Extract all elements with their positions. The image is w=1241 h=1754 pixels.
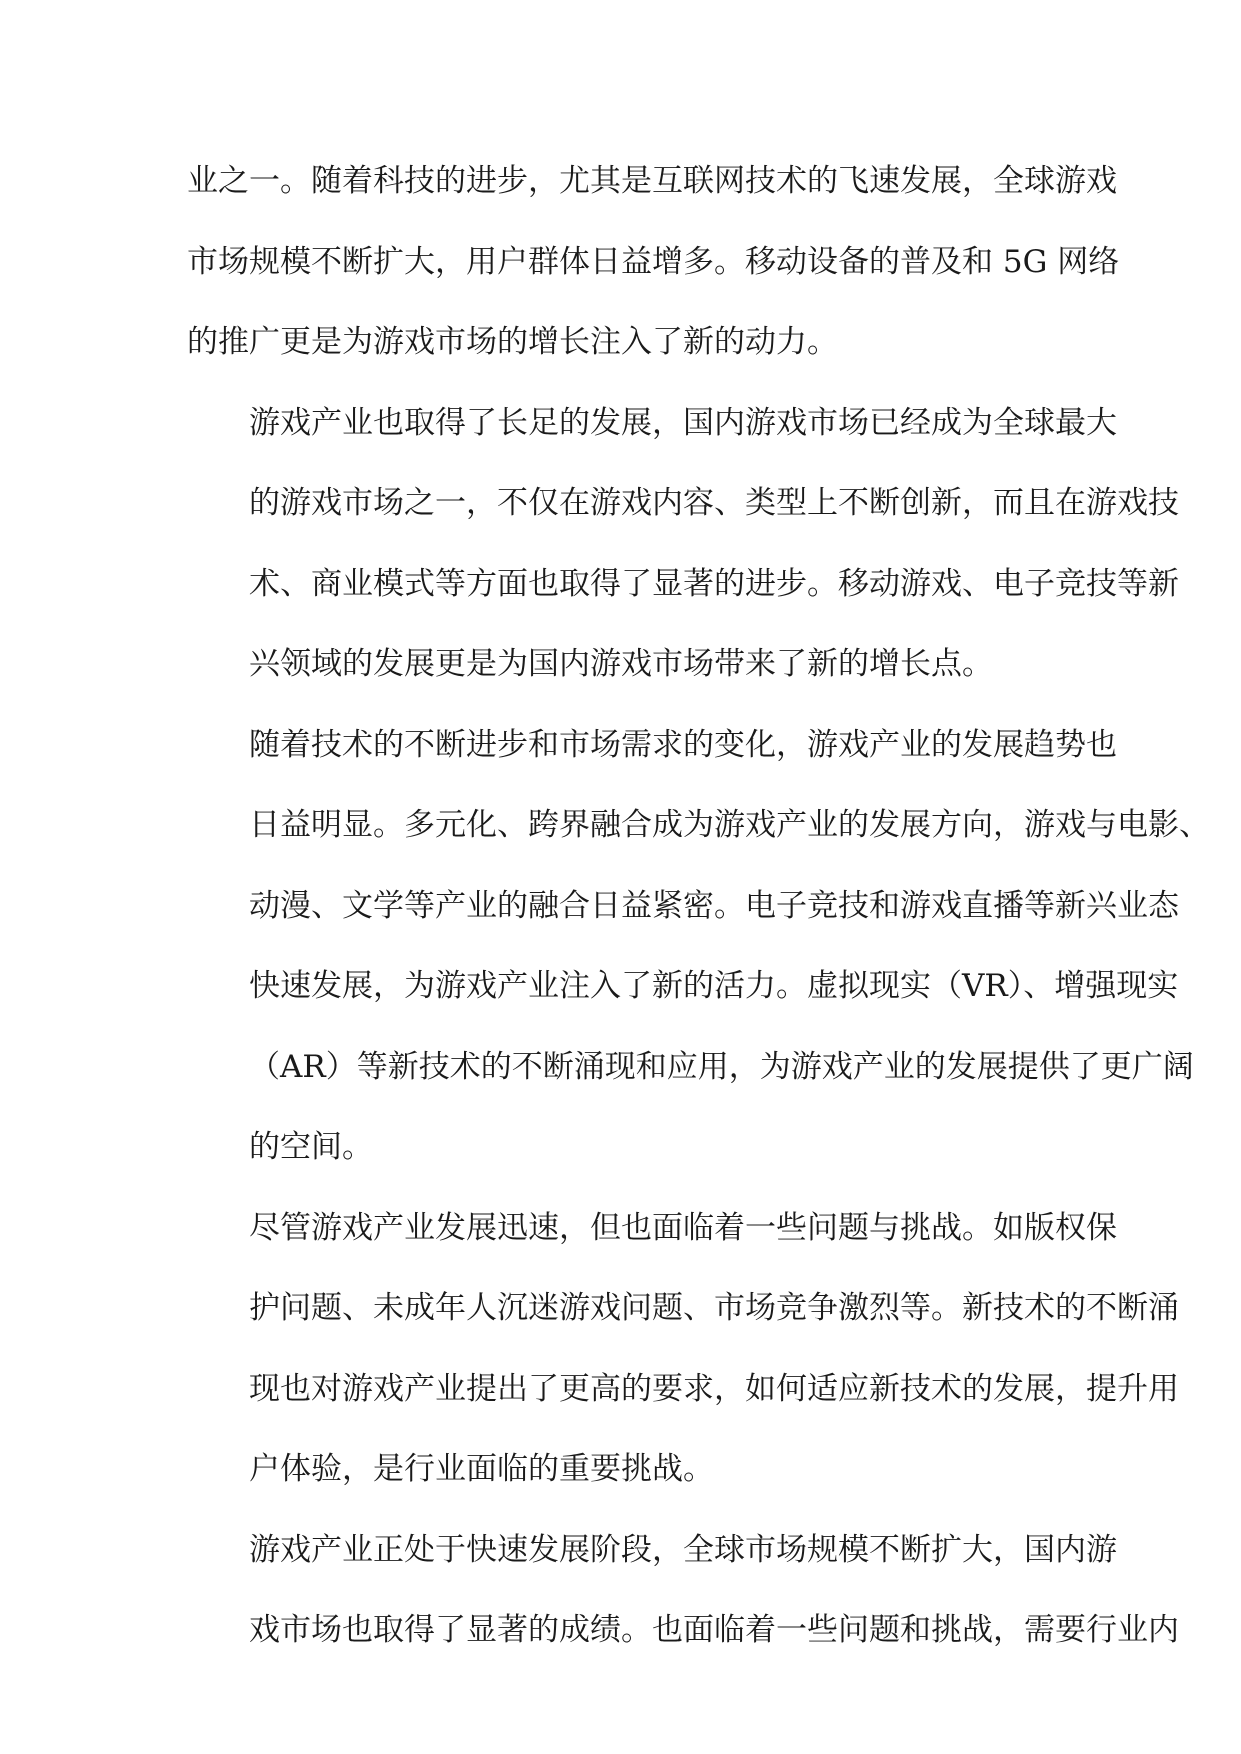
text-line: 随着技术的不断进步和市场需求的变化，游戏产业的发展趋势也	[249, 726, 1117, 763]
text-line: 动漫、文学等产业的融合日益紧密。电子竞技和游戏直播等新兴业态	[249, 887, 1179, 924]
paragraph-2	[187, 383, 1179, 705]
paragraph-1	[187, 141, 1120, 383]
text-line: （AR）等新技术的不断涌现和应用，为游戏产业的发展提供了更广阔	[249, 1048, 1194, 1085]
paragraph-5	[187, 1510, 1179, 1671]
text-line: 的游戏市场之一，不仅在游戏内容、类型上不断创新，而且在游戏技	[249, 485, 1179, 521]
text-line: 快速发展，为游戏产业注入了新的活力。虚拟现实（VR）、增强现实	[249, 968, 1179, 1004]
paragraph-4	[187, 1188, 1179, 1510]
text-line: 尽管游戏产业发展迅速，但也面临着一些问题与挑战。如版权保	[249, 1209, 1117, 1246]
text-line: 护问题、未成年人沉迷游戏问题、市场竞争激烈等。新技术的不断涌	[249, 1290, 1179, 1326]
text-line: 的空间。	[249, 1129, 373, 1165]
text-line: 日益明显。多元化、跨界融合成为游戏产业的发展方向，游戏与电影、	[249, 807, 1210, 843]
text-line: 戏市场也取得了显著的成绩。也面临着一些问题和挑战，需要行业内	[249, 1612, 1179, 1648]
text-line: 兴领域的发展更是为国内游戏市场带来了新的增长点。	[249, 646, 993, 682]
text-line: 的推广更是为游戏市场的增长注入了新的动力。	[187, 324, 838, 360]
text-line: 现也对游戏产业提出了更高的要求，如何适应新技术的发展，提升用	[249, 1370, 1179, 1407]
text-line: 户体验，是行业面临的重要挑战。	[249, 1451, 714, 1487]
text-line: 游戏产业正处于快速发展阶段，全球市场规模不断扩大，国内游	[249, 1531, 1117, 1568]
text-line: 游戏产业也取得了长足的发展，国内游戏市场已经成为全球最大	[249, 404, 1117, 441]
paragraph-3	[187, 705, 1210, 1188]
text-line: 业之一。随着科技的进步，尤其是互联网技术的飞速发展，全球游戏	[187, 163, 1117, 199]
text-line: 市场规模不断扩大，用户群体日益增多。移动设备的普及和 5G 网络	[187, 243, 1120, 280]
body-text	[187, 141, 1210, 1671]
text-line: 术、商业模式等方面也取得了显著的进步。移动游戏、电子竞技等新	[249, 565, 1179, 602]
